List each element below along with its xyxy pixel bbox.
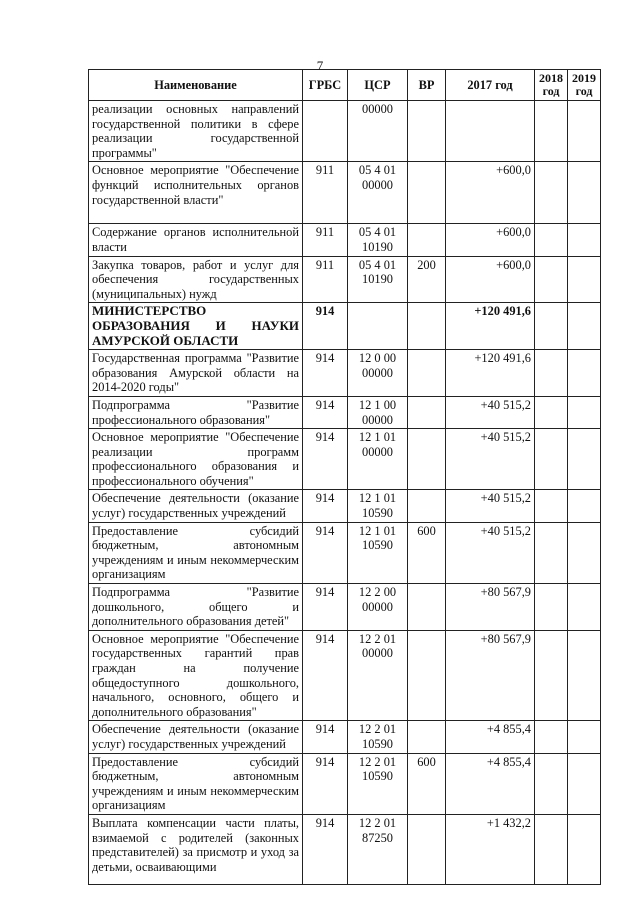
cell-2018 [535, 396, 568, 428]
cell-2018 [535, 584, 568, 631]
table-row [89, 101, 601, 162]
cell-csr: 12 1 01 10590 [348, 522, 408, 583]
cell-vr [408, 303, 446, 350]
cell-vr [408, 429, 446, 490]
cell-2019 [568, 162, 601, 224]
cell-2018 [535, 101, 568, 162]
cell-2017: +40 515,2 [446, 396, 535, 428]
cell-2017: +80 567,9 [446, 630, 535, 721]
cell-2017: +40 515,2 [446, 429, 535, 490]
cell-grbs: 914 [303, 429, 348, 490]
cell-2017: +600,0 [446, 224, 535, 256]
cell-vr [408, 350, 446, 397]
cell-csr: 12 2 01 10590 [348, 721, 408, 753]
cell-name: Основное мероприятие "Обеспечение реализации программ профессионального образования и профессионального обучения" [89, 429, 303, 490]
cell-2018 [535, 721, 568, 753]
cell-name: Обеспечение деятельности (оказание услуг) государственных учреждений [89, 721, 303, 753]
cell-2017: +4 855,4 [446, 753, 535, 814]
cell-csr: 12 1 01 00000 [348, 429, 408, 490]
cell-vr [408, 396, 446, 428]
cell-csr: 05 4 01 10190 [348, 224, 408, 256]
table-row [89, 753, 601, 814]
budget-table [88, 69, 601, 885]
cell-name: Основное мероприятие "Обеспечение государственных гарантий прав граждан на получение общедоступного дошкольного, начального, основного, общего и дополнительного образования" [89, 630, 303, 721]
cell-2018 [535, 303, 568, 350]
cell-grbs: 914 [303, 303, 348, 350]
cell-vr: 600 [408, 753, 446, 814]
cell-grbs: 911 [303, 224, 348, 256]
cell-grbs: 914 [303, 490, 348, 522]
cell-2017: +120 491,6 [446, 350, 535, 397]
cell-2018 [535, 522, 568, 583]
cell-2017 [446, 101, 535, 162]
cell-grbs: 914 [303, 522, 348, 583]
cell-2019 [568, 101, 601, 162]
table-row [89, 162, 601, 224]
cell-csr: 12 2 01 10590 [348, 753, 408, 814]
cell-grbs: 914 [303, 814, 348, 884]
cell-name: Обеспечение деятельности (оказание услуг) государственных учреждений [89, 490, 303, 522]
header-grbs: ГРБС [303, 70, 348, 101]
cell-vr: 200 [408, 256, 446, 303]
cell-vr [408, 490, 446, 522]
cell-2018 [535, 429, 568, 490]
cell-name: реализации основных направлений государственной политики в сфере реализации государственной программы" [89, 101, 303, 162]
cell-2017: +80 567,9 [446, 584, 535, 631]
cell-vr [408, 721, 446, 753]
cell-2017: +600,0 [446, 256, 535, 303]
cell-vr: 600 [408, 522, 446, 583]
cell-csr: 05 4 01 10190 [348, 256, 408, 303]
cell-csr: 12 1 01 10590 [348, 490, 408, 522]
cell-name: Подпрограмма "Развитие дошкольного, общего и дополнительного образования детей" [89, 584, 303, 631]
header-2018: 2018 год [535, 70, 568, 101]
cell-2018 [535, 630, 568, 721]
cell-2019 [568, 490, 601, 522]
cell-2017: +40 515,2 [446, 522, 535, 583]
table-row [89, 814, 601, 884]
cell-name: Выплата компенсации части платы, взимаемой с родителей (законных представителей) за присмотр и уход за детьми, осваивающими [89, 814, 303, 884]
cell-csr: 05 4 01 00000 [348, 162, 408, 224]
cell-csr: 12 2 01 87250 [348, 814, 408, 884]
cell-2018 [535, 256, 568, 303]
cell-2019 [568, 350, 601, 397]
header-csr: ЦСР [348, 70, 408, 101]
header-vr: ВР [408, 70, 446, 101]
cell-2019 [568, 522, 601, 583]
cell-name: Государственная программа "Развитие образования Амурской области на 2014-2020 годы" [89, 350, 303, 397]
cell-name: Основное мероприятие "Обеспечение функций исполнительных органов государственной власти" [89, 162, 303, 224]
cell-2019 [568, 630, 601, 721]
cell-grbs: 914 [303, 630, 348, 721]
cell-2019 [568, 721, 601, 753]
table-row [89, 224, 601, 256]
cell-grbs: 914 [303, 350, 348, 397]
cell-2019 [568, 814, 601, 884]
cell-grbs: 911 [303, 162, 348, 224]
cell-grbs: 914 [303, 584, 348, 631]
table-row [89, 350, 601, 397]
cell-vr [408, 584, 446, 631]
cell-name: Предоставление субсидий бюджетным, автономным учреждениям и иным некоммерческим организациям [89, 753, 303, 814]
table-row [89, 429, 601, 490]
cell-vr [408, 630, 446, 721]
cell-2019 [568, 256, 601, 303]
header-name: Наименование [89, 70, 303, 101]
cell-name: Содержание органов исполнительной власти [89, 224, 303, 256]
cell-csr: 12 2 00 00000 [348, 584, 408, 631]
cell-2019 [568, 753, 601, 814]
table-row [89, 490, 601, 522]
table-row [89, 522, 601, 583]
table-row [89, 630, 601, 721]
cell-csr [348, 303, 408, 350]
cell-grbs: 914 [303, 753, 348, 814]
cell-2017: +600,0 [446, 162, 535, 224]
cell-csr: 12 2 01 00000 [348, 630, 408, 721]
cell-vr [408, 224, 446, 256]
cell-2017: +120 491,6 [446, 303, 535, 350]
cell-2019 [568, 429, 601, 490]
table-row [89, 396, 601, 428]
cell-vr [408, 162, 446, 224]
cell-name: Подпрограмма "Развитие профессионального образования" [89, 396, 303, 428]
cell-2018 [535, 490, 568, 522]
table-row [89, 721, 601, 753]
cell-grbs: 914 [303, 721, 348, 753]
cell-2019 [568, 396, 601, 428]
cell-2017: +4 855,4 [446, 721, 535, 753]
cell-2018 [535, 162, 568, 224]
cell-2017: +1 432,2 [446, 814, 535, 884]
cell-2019 [568, 224, 601, 256]
cell-name: Закупка товаров, работ и услуг для обеспечения государственных (муниципальных) нужд [89, 256, 303, 303]
cell-vr [408, 101, 446, 162]
cell-grbs [303, 101, 348, 162]
table-row [89, 584, 601, 631]
cell-csr: 12 0 00 00000 [348, 350, 408, 397]
cell-2017: +40 515,2 [446, 490, 535, 522]
cell-name: МИНИСТЕРСТВО ОБРАЗОВАНИЯ И НАУКИ АМУРСКОЙ ОБЛАСТИ [89, 303, 303, 350]
table-header-row [89, 70, 601, 101]
page-number: 7 [316, 58, 324, 73]
cell-name: Предоставление субсидий бюджетным, автономным учреждениям и иным некоммерческим организациям [89, 522, 303, 583]
cell-2019 [568, 303, 601, 350]
cell-2018 [535, 814, 568, 884]
table-row [89, 256, 601, 303]
cell-2018 [535, 350, 568, 397]
cell-vr [408, 814, 446, 884]
cell-2018 [535, 224, 568, 256]
cell-grbs: 911 [303, 256, 348, 303]
cell-csr: 00000 [348, 101, 408, 162]
cell-csr: 12 1 00 00000 [348, 396, 408, 428]
header-2017: 2017 год [446, 70, 535, 101]
cell-2019 [568, 584, 601, 631]
header-2019: 2019 год [568, 70, 601, 101]
cell-2018 [535, 753, 568, 814]
cell-grbs: 914 [303, 396, 348, 428]
table-row-ministry [89, 303, 601, 350]
